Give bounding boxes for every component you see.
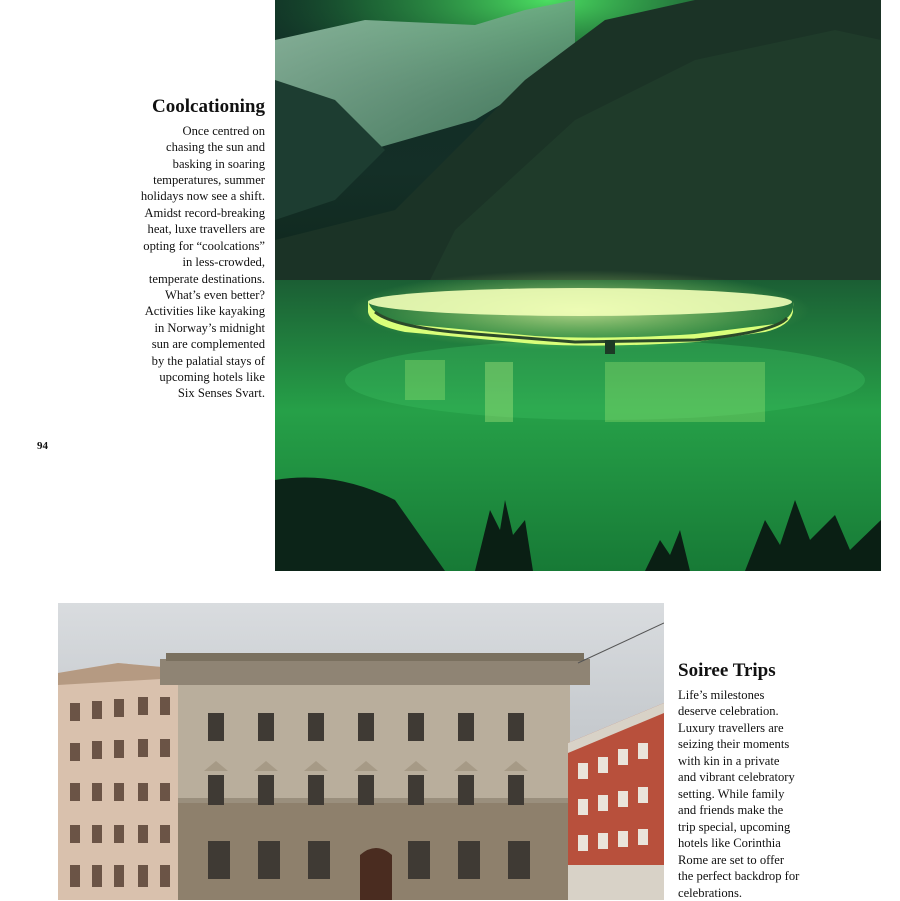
body-line: and friends make the [678,803,784,818]
coolcationing-heading: Coolcationing [152,96,265,117]
body-line: chasing the sun and [166,140,265,155]
body-line: Rome are set to offer [678,852,785,867]
body-line: What’s even better? [165,287,265,302]
body-line: hotels like Corinthia [678,836,781,851]
body-line: Six Senses Svart. [177,386,265,401]
body-line: Amidst record-breaking [144,205,265,220]
body-line: by the palatial stays of [151,353,265,368]
coolcationing-body [112,123,265,402]
body-line: upcoming hotels like [159,369,265,384]
palazzo-illustration [58,603,664,900]
body-line: with kin in a private [678,753,780,768]
palazzo-photo [58,603,664,900]
body-line: temperatures, summer [153,173,265,188]
body-line: celebrations. [678,885,742,900]
body-line: in less-crowded, [182,255,265,270]
body-line: deserve celebration. [678,704,779,719]
body-line: Activities like kayaking [144,304,265,319]
body-line: Life’s milestones [678,687,765,702]
page-number: 94 [37,440,48,452]
body-line: basking in soaring [172,156,265,171]
body-line: temperate destinations. [148,271,265,286]
body-line: opting for “coolcations” [143,238,265,253]
body-line: and vibrant celebratory [678,770,795,785]
body-line: holidays now see a shift. [140,189,265,204]
hotel-fjord-illustration [275,0,881,571]
soiree-trips-body [678,687,878,901]
soiree-trips-article [678,660,878,901]
body-line: heat, luxe travellers are [147,222,265,237]
body-line: setting. While family [678,786,785,801]
coolcationing-article [112,96,265,402]
body-line: the perfect backdrop for [678,869,800,884]
body-line: in Norway’s midnight [154,320,265,335]
body-line: sun are complemented [151,337,265,352]
body-line: trip special, upcoming [678,819,791,834]
hotel-fjord-photo [275,0,881,571]
body-line: seizing their moments [678,737,790,752]
body-line: Luxury travellers are [678,720,784,735]
body-line: Once centred on [182,123,265,138]
soiree-trips-heading: Soiree Trips [678,660,776,681]
